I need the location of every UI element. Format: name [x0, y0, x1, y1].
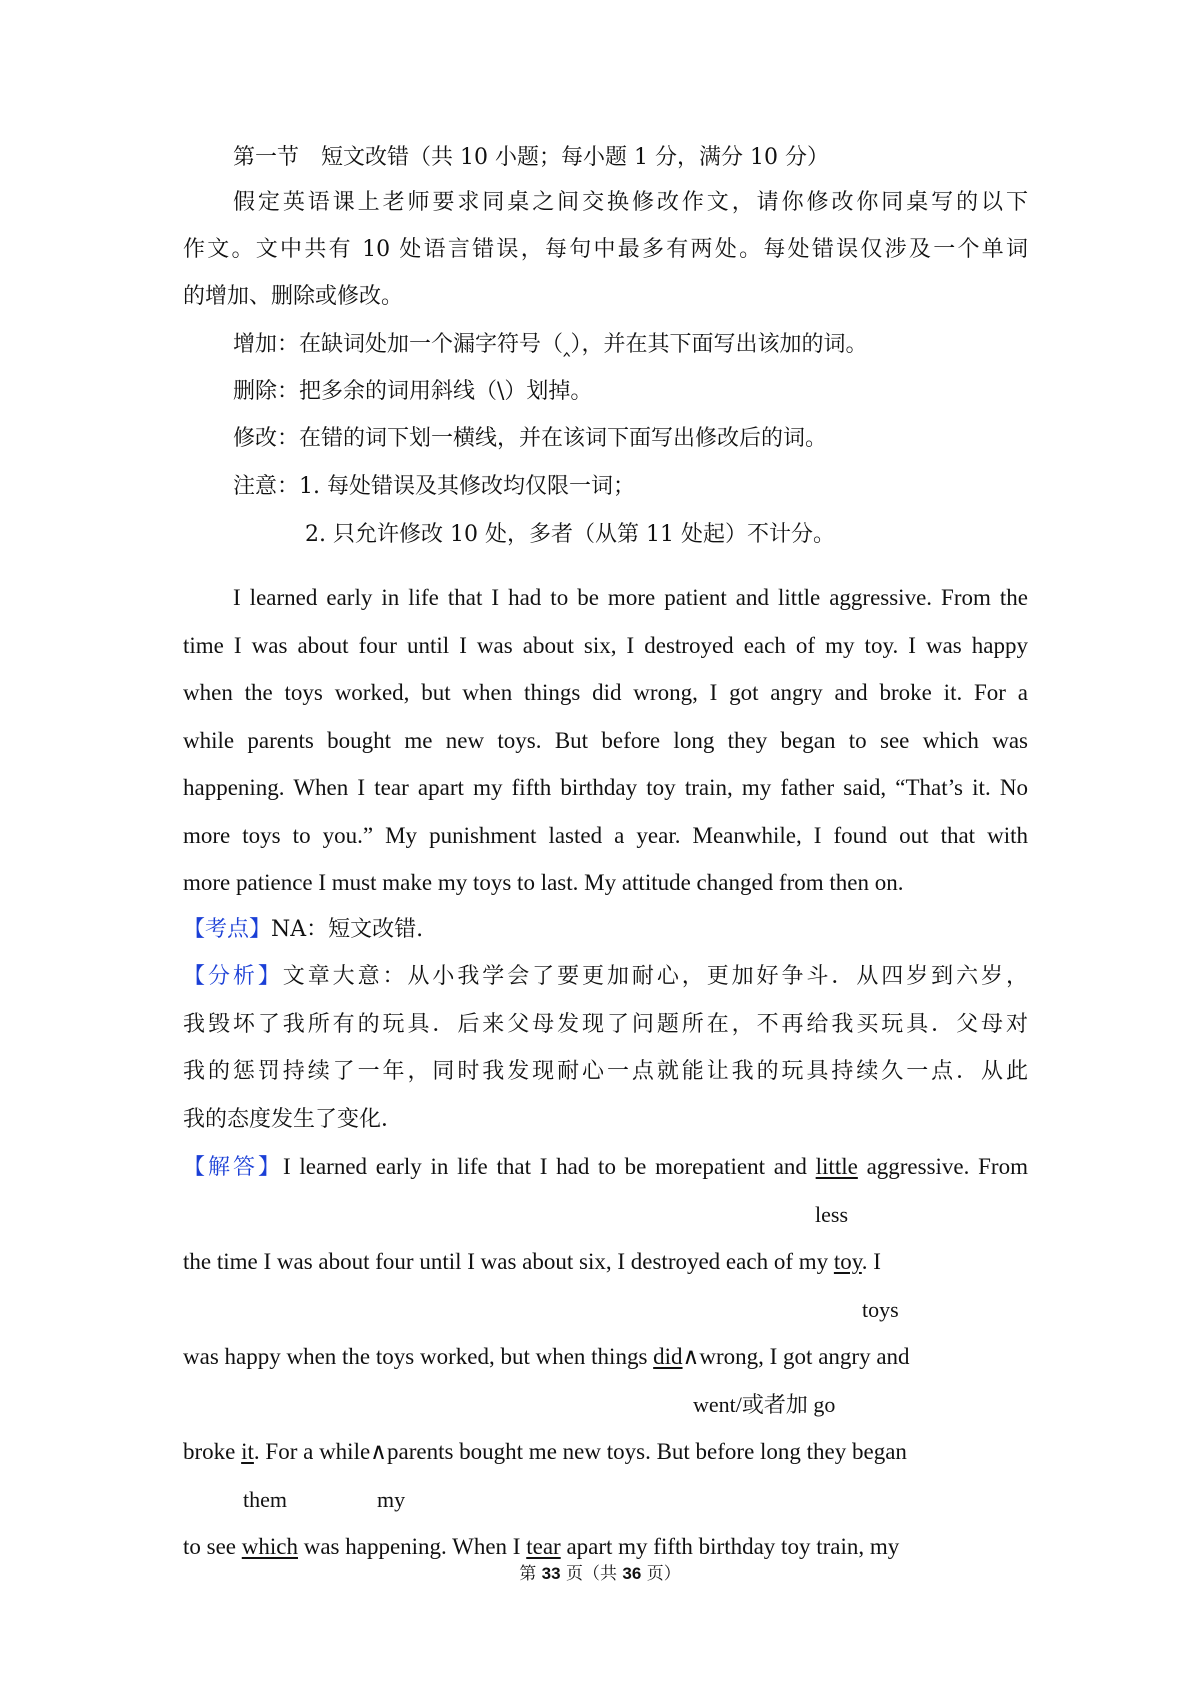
passage-line: when the toys worked, but when things did wrong, I got angry and broke it. For a	[183, 680, 1028, 705]
kaodian-tag: 【考点】	[183, 917, 272, 942]
kaodian-text: NA：短文改错.	[271, 917, 424, 942]
jieda-line: broke it. For a while∧parents bought me new toys. But before long they began	[183, 1439, 907, 1464]
passage-line: time I was about four until I was about six, I destroyed each of my toy. I was happy	[183, 633, 1028, 658]
delete-rule: 删除：把多余的词用斜线（\）划掉。	[233, 379, 593, 404]
fenxi-line: 我的惩罚持续了一年，同时我发现耐心一点就能让我的玩具持续久一点．从此	[183, 1059, 1028, 1084]
page-footer: 第 33 页（共 36 页）	[519, 1564, 681, 1584]
jieda-tag: 【解答】	[183, 1155, 283, 1180]
correction: less	[815, 1202, 848, 1227]
intro-line: 假定英语课上老师要求同桌之间交换修改作文，请你修改你同桌写的以下	[233, 190, 1028, 215]
intro-line: 作文。文中共有 10 处语言错误，每句中最多有两处。每处错误仅涉及一个单词	[183, 237, 1028, 262]
error-word: it	[241, 1439, 254, 1464]
correction: them	[243, 1487, 287, 1512]
passage-line: I learned early in life that I had to be more patient and little aggressive. From the	[233, 585, 1028, 610]
section-title: 第一节 短文改错（共 10 小题；每小题 1 分，满分 10 分）	[233, 145, 829, 170]
correction: my	[377, 1487, 406, 1512]
passage-line: while parents bought me new toys. But before long they began to see which was	[183, 728, 1028, 753]
passage-line: more patience I must make my toys to last. My attitude changed from then on.	[183, 870, 904, 895]
fenxi-line	[183, 962, 1028, 992]
correction: went/或者加 go	[693, 1392, 836, 1417]
jieda-line: the time I was about four until I was about six, I destroyed each of my toy. I	[183, 1249, 881, 1274]
passage-line: more toys to you.” My punishment lasted a year. Meanwhile, I found out that with	[183, 823, 1028, 848]
kaodian	[183, 915, 1028, 945]
modify-rule: 修改：在错的词下划一横线，并在该词下面写出修改后的词。	[233, 426, 828, 451]
jieda-line: to see which was happening. When I tear apart my fifth birthday toy train, my	[183, 1534, 900, 1559]
error-word: tear	[526, 1534, 561, 1559]
error-word: little	[815, 1154, 858, 1179]
page-number: 33	[541, 1564, 561, 1583]
jieda-line: was happy when the toys worked, but when things did∧wrong, I got angry and	[183, 1344, 910, 1369]
add-rule: 增加：在缺词处加一个漏字符号（‸），并在其下面写出该加的词。	[233, 332, 868, 357]
note-1: 注意：1. 每处错误及其修改均仅限一词；	[233, 474, 635, 499]
jieda-line: 【解答】I learned early in life that I had to be morepatient and little aggressive. From	[183, 1154, 1028, 1180]
fenxi-tag: 【分析】	[183, 964, 283, 989]
intro-line: 的增加、删除或修改。	[183, 284, 404, 309]
fenxi-text: 文章大意：从小我学会了要更加耐心，更加好争斗．从四岁到六岁，	[282, 964, 1028, 989]
passage-line: happening. When I tear apart my fifth birthday toy train, my father said, “That’s it. No	[183, 775, 1028, 800]
correction: toys	[862, 1297, 899, 1322]
fenxi-line: 我毁坏了我所有的玩具．后来父母发现了问题所在，不再给我买玩具．父母对	[183, 1012, 1028, 1037]
error-word: did	[653, 1344, 683, 1369]
page-total: 36	[622, 1564, 642, 1583]
error-word: which	[241, 1534, 298, 1559]
error-word: toy	[833, 1249, 862, 1274]
note-2: 2. 只允许修改 10 处，多者（从第 11 处起）不计分。	[305, 522, 835, 547]
fenxi-line: 我的态度发生了变化．	[183, 1107, 404, 1132]
